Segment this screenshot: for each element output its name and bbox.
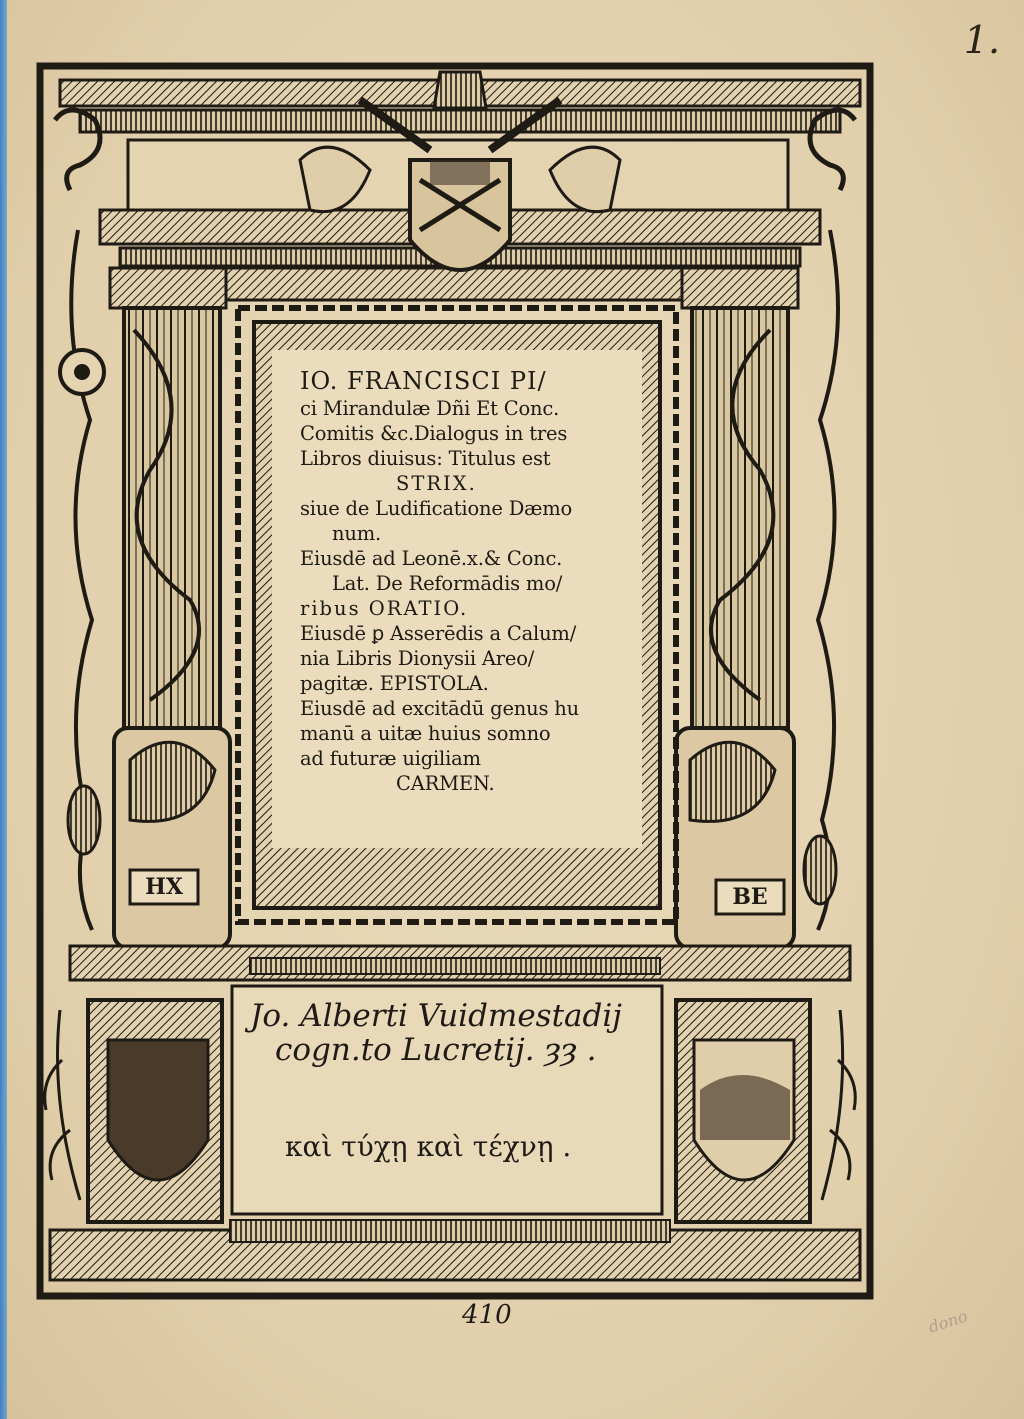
title-line: siue de Ludificatione Dæmo (300, 497, 573, 520)
shelf-number: 410 (462, 1300, 512, 1330)
title-line: nia Libris Dionysii Areo/ (300, 647, 535, 670)
title-text (300, 366, 630, 796)
left-shield (108, 1040, 208, 1180)
folio-mark: 1. (963, 18, 1001, 62)
title-line: Eiusdē ad excitādū genus hu (300, 697, 580, 720)
greek-motto: καὶ τύχῃ καὶ τέχνῃ . (285, 1130, 572, 1163)
title-line: STRIX. (396, 472, 477, 495)
right-pillar-mark: BE (732, 884, 768, 910)
title-line: IO. FRANCISCI PI/ (300, 367, 547, 395)
faint-stamp: dono (926, 1306, 970, 1337)
ownership-inscription-2: cogn.to Lucretij. ȝȝ . (275, 1032, 597, 1068)
title-line: manū a uitæ huius somno (300, 722, 551, 745)
title-line: Lat. De Reformādis mo/ (332, 572, 563, 595)
right-column (676, 268, 798, 948)
title-line: ad futuræ uigiliam (300, 747, 481, 770)
title-line: ci Mirandulæ Dñi Et Conc. (300, 397, 560, 420)
ownership-inscription: Jo. Alberti Vuidmestadij (250, 998, 622, 1034)
left-pillar-mark: HX (145, 874, 183, 900)
title-line: ribus ORATIO. (300, 597, 469, 620)
left-column (110, 268, 230, 948)
title-line: Comitis &c.Dialogus in tres (300, 422, 568, 445)
title-line: pagitæ. EPISTOLA. (300, 672, 489, 695)
title-line: Libros diuisus: Titulus est (300, 447, 551, 470)
title-panel (272, 350, 642, 848)
title-line: Eiusdē ꝑ Asserēdis a Calum/ (300, 622, 577, 645)
title-line: num. (332, 522, 382, 545)
title-line: Eiusdē ad Leonē.x.& Conc. (300, 547, 563, 570)
title-line: CARMEN. (396, 772, 495, 795)
